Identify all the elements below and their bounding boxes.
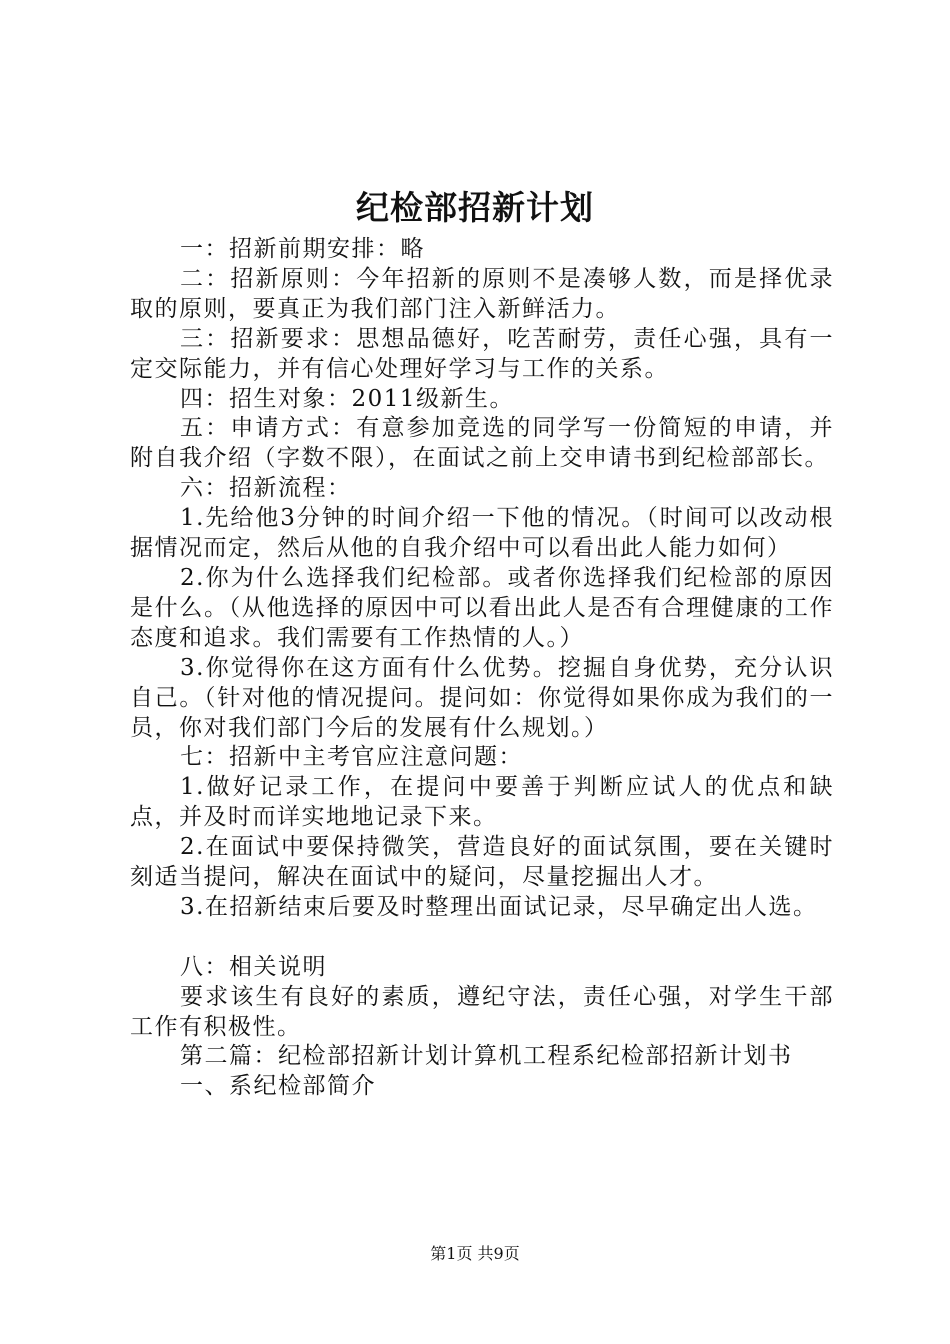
paragraph-15: 要求该生有良好的素质，遵纪守法，责任心强，对学生干部工作有积极性。 [130, 983, 834, 1040]
paragraph-10: 七：招新中主考官应注意问题： [180, 744, 523, 771]
document-title: 纪检部招新计划 [356, 188, 594, 227]
paragraph-16: 第二篇：纪检部招新计划计算机工程系纪检部招新计划书 [180, 1043, 793, 1070]
paragraph-1: 一：招新前期安排：略 [180, 236, 425, 262]
paragraph-5: 五：申请方式：有意参加竞选的同学写一份简短的申请，并附自我介绍（字数不限），在面试之前上交申请书到纪检部部长。 [130, 415, 834, 472]
paragraph-9: 3.你觉得你在这方面有什么优势。挖掘自身优势，充分认识自己。（针对他的情况提问。提问如：你觉得如果你成为我们的一员，你对我们部门今后的发展有什么规划。） [130, 654, 834, 741]
document-body [130, 235, 834, 1102]
page-footer: 第1页 共9页 [430, 1244, 520, 1263]
paragraph-14: 八：相关说明 [180, 953, 327, 980]
paragraph-12: 2.在面试中要保持微笑，营造良好的面试氛围，要在关键时刻适当提问，解决在面试中的疑问，尽量挖掘出人才。 [130, 834, 834, 891]
paragraph-8: 2.你为什么选择我们纪检部。或者你选择我们纪检部的原因是什么。（从他选择的原因中可以看出此人是否有合理健康的工作态度和追求。我们需要有工作热情的人。） [130, 564, 834, 651]
paragraph-2: 二：招新原则：今年招新的原则不是凑够人数，而是择优录取的原则，要真正为我们部门注入新鲜活力。 [130, 265, 834, 322]
paragraph-11: 1.做好记录工作，在提问中要善于判断应试人的优点和缺点，并及时而详实地地记录下来。 [130, 774, 834, 831]
paragraph-4: 四：招生对象：2011级新生。 [180, 385, 515, 412]
paragraph-13: 3.在招新结束后要及时整理出面试记录，尽早确定出人选。 [180, 893, 818, 920]
paragraph-17: 一、系纪检部简介 [180, 1073, 376, 1100]
blank-line [130, 923, 834, 953]
paragraph-6: 六：招新流程： [180, 475, 352, 502]
paragraph-7: 1.先给他3分钟的时间介绍一下他的情况。（时间可以改动根据情况而定，然后从他的自我介绍中可以看出此人能力如何） [130, 505, 834, 562]
paragraph-3: 三：招新要求：思想品德好，吃苦耐劳，责任心强，具有一定交际能力，并有信心处理好学习与工作的关系。 [130, 325, 834, 382]
